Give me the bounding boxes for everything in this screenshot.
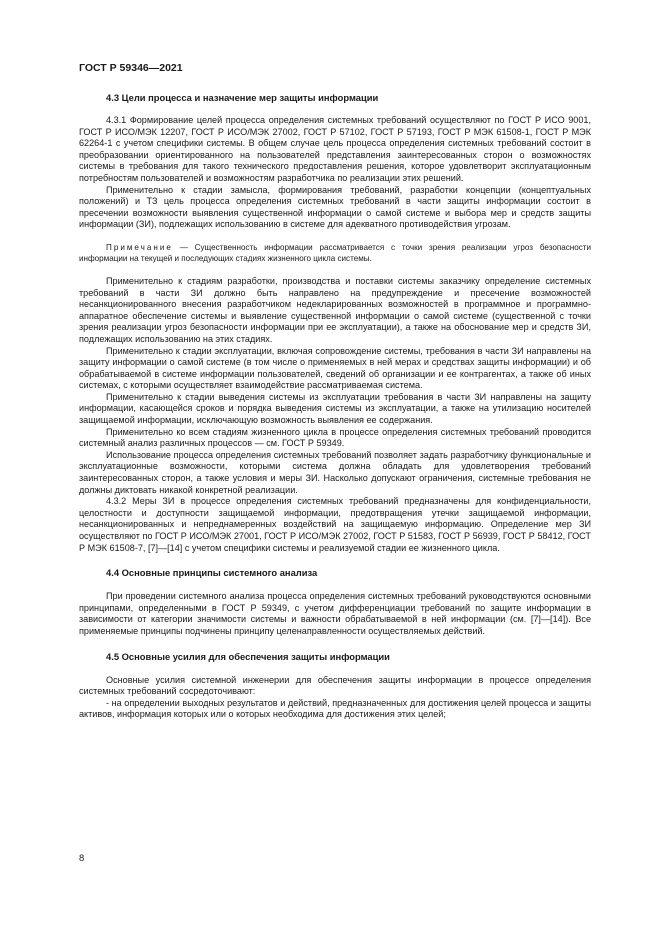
document-body	[79, 92, 591, 721]
note-label: Примечание	[106, 242, 173, 252]
section-4-5-heading: 4.5 Основные усилия для обеспечения защиты информации	[106, 650, 390, 662]
paragraph-operation-stage: Применительно к стадии эксплуатации, включая сопровождение системы, требования в части ЗИ направлены на защиту информации о самой системе (в том числе о применяемых в ней мерах и средствах защиты информации) и об обрабатываемой в системе информации пользователей, сведений об организации и ее контрагентах, а также об иных системах, с которыми осуществляет взаимодействие рассматриваемая система.	[79, 345, 591, 391]
standard-header: ГОСТ Р 59346—2021	[79, 62, 183, 74]
paragraph-4-5: Основные усилия системной инженерии для обеспечения защиты информации в процессе определения системных требований сосредоточивают:	[79, 674, 591, 697]
paragraph-4-3-1: 4.3.1 Формирование целей процесса определения системных требований осуществляют по ГОСТ Р ИСО 9001, ГОСТ Р ИСО/МЭК 12207, ГОСТ Р ИСО/МЭК 27002, ГОСТ Р 57102, ГОСТ Р 57193, ГОСТ Р МЭК 61508-1, ГОСТ Р МЭК 62264-1 с учетом специфики системы. В общем случае цель процесса определения системных требований состоит в преобразовании ориентированного на пользователей представления заинтересованных сторон о возможностях системы в требования для такого технического предоставления решения, которое удовлетворит эксплуатационным потребностям пользователей и возможностям разработчика по реализации этих решений.	[79, 115, 591, 183]
section-4-4-heading: 4.4 Основные принципы системного анализа	[106, 567, 318, 579]
section-4-3-heading: 4.3 Цели процесса и назначение мер защиты информации	[106, 92, 379, 103]
page-number: 8	[79, 852, 85, 863]
paragraph-process-usage: Использование процесса определения системных требований позволяет задать разработчику функциональные и эксплуатационные возможности, которыми система должна обладать для удовлетворения требований заинтересованных сторон, а также условия и меры ЗИ. Насколько допускают ограничения, системные требования не должны диктовать никакой конкретной реализации.	[79, 449, 591, 495]
list-item-outputs: - на определении выходных результатов и действий, предназначенных для достижения целей процесса и защиты активов, информация которых или о которых необходима для достижения этих целей;	[79, 697, 591, 720]
paragraph-concept-stage: Применительно к стадии замысла, формирования требований, разработки концепции (концептуальных положений) и ТЗ цель процесса определения системных требований в части защиты информации состоит в пресечении возможности выявления существенной информации о самой системе и выбора мер и средств защиты информации (ЗИ), подлежащих использованию в системе для адекватного противодействия угрозам.	[79, 184, 591, 230]
paragraph-all-stages: Применительно ко всем стадиям жизненного цикла в процессе определения системных требований проводится системный анализ различных процессов — см. ГОСТ Р 59349.	[79, 426, 591, 449]
note-text: — Существенность информации рассматривается с точки зрения реализации угроз безопасности информации на текущей и последующих стадиях жизненного цикла системы.	[79, 242, 591, 263]
paragraph-4-4: При проведении системного анализа процесса определения системных требований руководствуются основными принципами, определенными в ГОСТ Р 59349, с учетом дифференциации требований по защите информации в зависимости от категории значимости системы и важности обрабатываемой в ней информации (см. [7]—[14]). Все применяемые принципы подчинены принципу целенаправленности осуществляемых действий.	[79, 591, 591, 636]
paragraph-development-stage: Применительно к стадиям разработки, производства и поставки системы заказчику определение системных требований в части ЗИ должно быть направлено на предупреждение и пресечение возможностей несанкционированного внесения разработчиком недекларированных возможностей в программное и программно-аппаратное обеспечение системы и выявление существенной информации о самой системе (существенной с точки зрения реализации угроз безопасности информации при ее эксплуатации), а также на обоснование мер и средств ЗИ, подлежащих использованию на этих стадиях.	[79, 275, 591, 344]
note-paragraph	[79, 242, 591, 264]
paragraph-decommission-stage: Применительно к стадии выведения системы из эксплуатации требования в части ЗИ направлены на защиту информации, касающейся сроков и порядка выведения системы из эксплуатации, а также на утилизацию носителей защищаемой информации, исключающую возможность выявления ее содержания.	[79, 391, 591, 426]
paragraph-4-3-2: 4.3.2 Меры ЗИ в процессе определения системных требований предназначены для конфиденциальности, целостности и доступности защищаемой информации, предотвращения утечки защищаемой информации, несанкционированных и непреднамеренных воздействий на защищаемую информацию. Определение мер ЗИ осуществляют по ГОСТ Р ИСО/МЭК 27001, ГОСТ Р ИСО/МЭК 27002, ГОСТ Р 51583, ГОСТ Р 56939, ГОСТ Р 58412, ГОСТ Р МЭК 61508-7, [7]—[14] с учетом специфики системы и реализуемой стадии ее жизненного цикла.	[79, 496, 591, 553]
